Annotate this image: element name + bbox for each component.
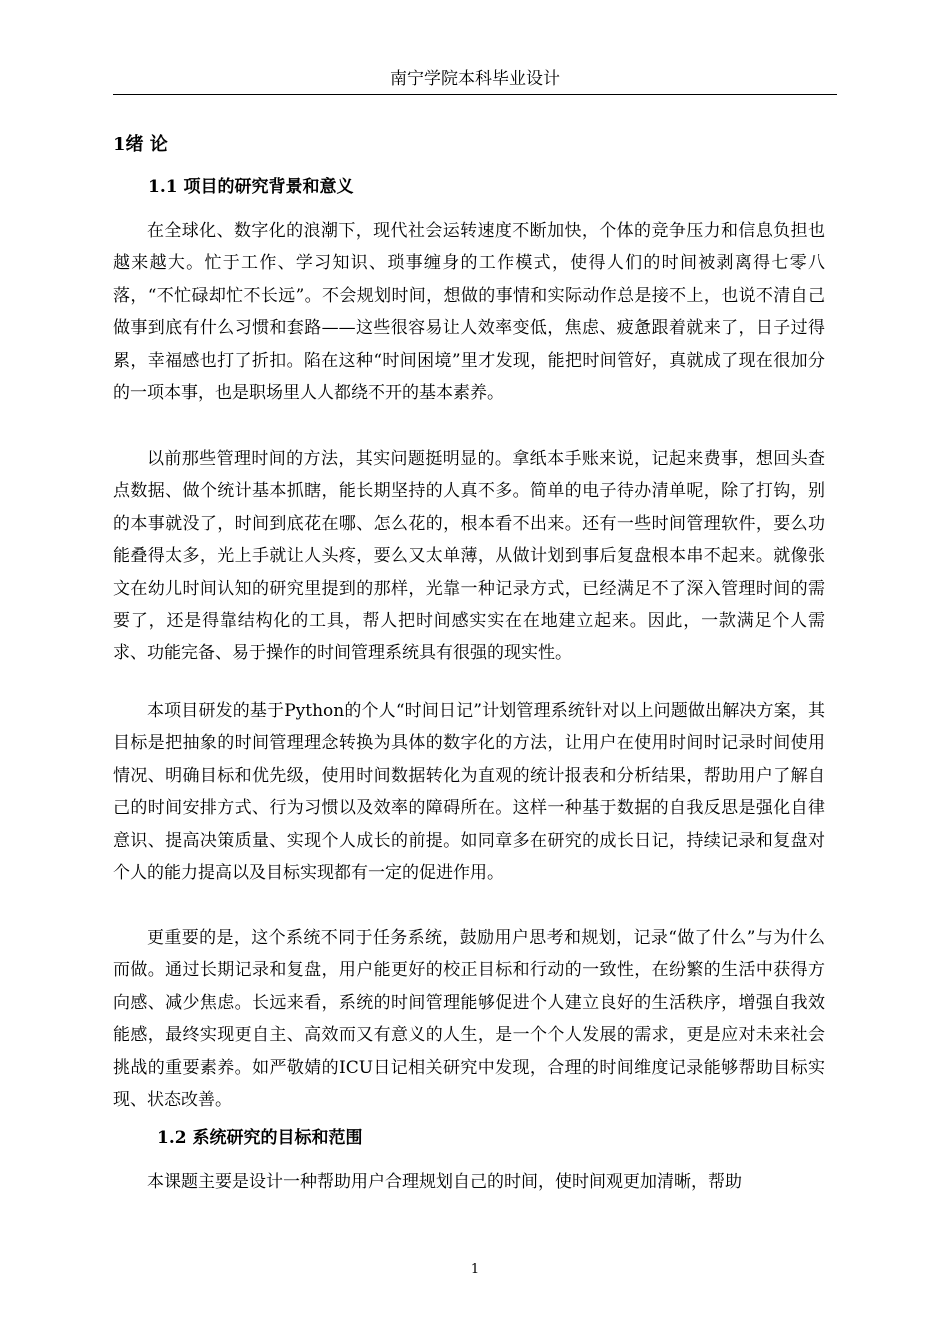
paragraph: 以前那些管理时间的方法，其实问题挺明显的。拿纸本手账来说，记起来费事，想回头查点数据、做个统计基本抓瞎，能长期坚持的人真不多。简单的电子待办清单呢，除了打钩，别的本事就没了，时间到底花在哪、怎么花的，根本看不出来。还有一些时间管理软件，要么功能叠得太多，光上手就让人头疼，要么又太单薄，从做计划到事后复盘根本串不起来。就像张文在幼儿时间认知的研究里提到的那样，光靠一种记录方式，已经满足不了深入管理时间的需要了，还是得靠结构化的工具，帮人把时间感实实在在地建立起来。因此，一款满足个人需求、功能完备、易于操作的时间管理系统具有很强的现实性。 (113, 449, 825, 664)
paragraph: 更重要的是，这个系统不同于任务系统，鼓励用户思考和规划，记录“做了什么”与为什么而做。通过长期记录和复盘，用户能更好的校正目标和行动的一致性，在纷繁的生活中获得方向感、减少焦虑。长远来看，系统的时间管理能够促进个人建立良好的生活秩序，增强自我效能感，最终实现更自主、高效而又有意义的人生，是一个个人发展的需求，更是应对未来社会挑战的重要素养。如严敬婧的ICU日记相关研究中发现，合理的时间维度记录能够帮助目标实现、状态改善。 (113, 928, 825, 1111)
paragraph: 本项目研发的基于Python的个人“时间日记”计划管理系统针对以上问题做出解决方案，其目标是把抽象的时间管理理念转换为具体的数字化的方法，让用户在使用时间时记录时间使用情况、明确目标和优先级，使用时间数据转化为直观的统计报表和分析结果，帮助用户了解自己的时间安排方式、行为习惯以及效率的障碍所在。这样一种基于数据的自我反思是强化自律意识、提高决策质量、实现个人成长的前提。如同章多在研究的成长日记，持续记录和复盘对个人的能力提高以及目标实现都有一定的促进作用。 (113, 701, 825, 884)
paragraph: 本课题主要是设计一种帮助用户合理规划自己的时间，使时间观更加清晰，帮助 (147, 1172, 742, 1192)
page-number: 1 (470, 1262, 480, 1277)
paragraph: 在全球化、数字化的浪潮下，现代社会运转速度不断加快，个体的竞争压力和信息负担也越来越大。忙于工作、学习知识、琐事缠身的工作模式，使得人们的时间被剥离得七零八落，“不忙碌却忙不长远”。不会规划时间，想做的事情和实际动作总是接不上，也说不清自己做事到底有什么习惯和套路——这些很容易让人效率变低，焦虑、疲惫跟着就来了，日子过得累，幸福感也打了折扣。陷在这种“时间困境”里才发现，能把时间管好，真就成了现在很加分的一项本事，也是职场里人人都绕不开的基本素养。 (113, 221, 825, 404)
section-title-1-1: 1.1 项目的研究背景和意义 (148, 177, 354, 197)
section-title-1-2: 1.2 系统研究的目标和范围 (157, 1128, 363, 1148)
header-title: 南宁学院本科毕业设计 (390, 69, 560, 89)
chapter-title: 1绪 论 (113, 134, 168, 155)
page-header (113, 66, 837, 95)
